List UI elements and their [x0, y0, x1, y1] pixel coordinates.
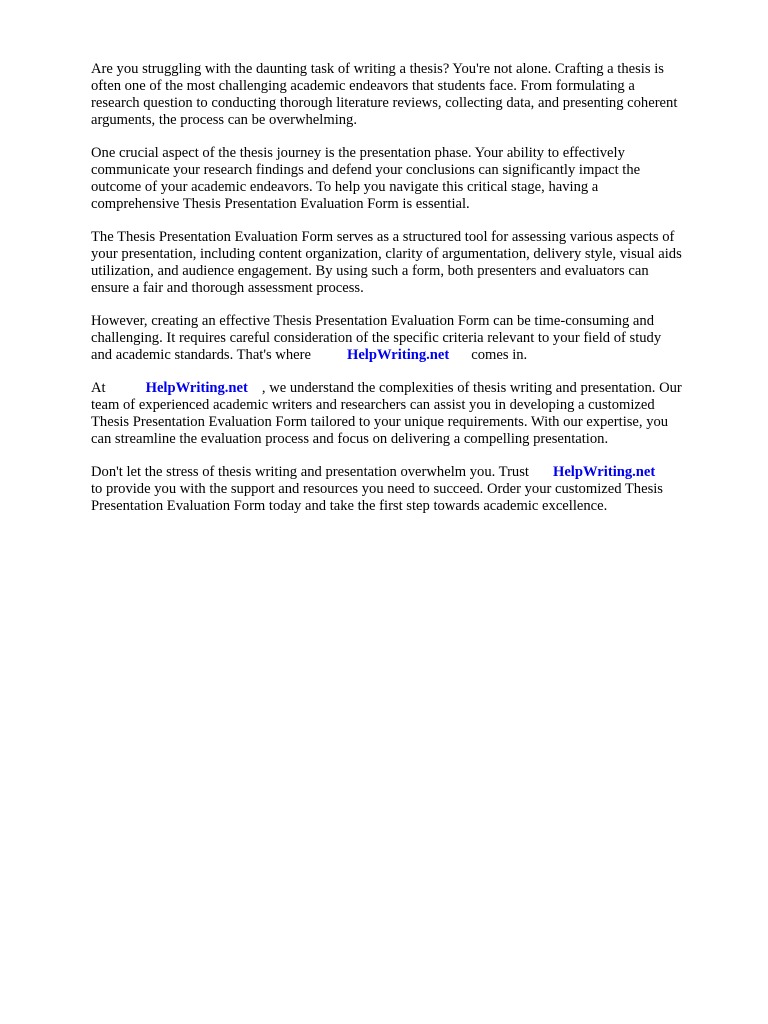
paragraph-evaluation-form — [91, 229, 731, 297]
text-line: utilization, and audience engagement. By using such a form, both presenters and evaluators can — [91, 263, 649, 279]
paragraph-intro — [91, 61, 731, 129]
document-body — [91, 61, 731, 531]
paragraph-presentation-phase — [91, 145, 731, 213]
text-line: comprehensive Thesis Presentation Evaluation Form is essential. — [91, 196, 470, 212]
text-line: arguments, the process can be overwhelming. — [91, 112, 357, 128]
text-line: research question to conducting thorough literature reviews, collecting data, and presenting coherent — [91, 95, 678, 111]
paragraph-about — [91, 380, 731, 448]
text-line: your presentation, including content organization, clarity of argumentation, delivery style, visual aids — [91, 246, 682, 262]
text-line: ensure a fair and thorough assessment process. — [91, 280, 364, 296]
text-line: can streamline the evaluation process and focus on delivering a compelling presentation. — [91, 431, 609, 447]
text-line: communicate your research findings and defend your conclusions can significantly impact the — [91, 162, 641, 178]
paragraph-challenge — [91, 313, 731, 364]
text-line: One crucial aspect of the thesis journey is the presentation phase. Your ability to effectively — [91, 145, 625, 161]
helpwriting-link[interactable]: HelpWriting.net — [552, 464, 656, 480]
text-line: The Thesis Presentation Evaluation Form serves as a structured tool for assessing various aspects of — [91, 229, 675, 245]
paragraph-call-to-action — [91, 464, 731, 515]
text-line: Thesis Presentation Evaluation Form tailored to your unique requirements. With our expertise, you — [91, 414, 669, 430]
text-line: to provide you with the support and resources you need to succeed. Order your customized Thesis — [91, 481, 663, 497]
text-fragment: At — [91, 380, 106, 396]
text-fragment: Don't let the stress of thesis writing and presentation overwhelm you. Trust — [91, 464, 529, 480]
text-line: outcome of your academic endeavors. To help you navigate this critical stage, having a — [91, 179, 599, 195]
text-line: Presentation Evaluation Form today and take the first step towards academic excellence. — [91, 498, 608, 514]
text-line: challenging. It requires careful consideration of the specific criteria relevant to your field of study — [91, 330, 662, 346]
text-line: Are you struggling with the daunting task of writing a thesis? You're not alone. Crafting a thesis is — [91, 61, 664, 77]
text-line-with-link — [91, 464, 731, 481]
text-line: often one of the most challenging academic endeavors that students face. From formulating a — [91, 78, 635, 94]
helpwriting-link[interactable]: HelpWriting.net — [145, 380, 248, 396]
text-fragment: and academic standards. That's where — [91, 347, 311, 363]
helpwriting-link[interactable]: HelpWriting.net — [346, 347, 450, 363]
text-fragment: comes in. — [471, 347, 528, 363]
text-line-with-link — [91, 380, 731, 397]
text-line: However, creating an effective Thesis Presentation Evaluation Form can be time-consuming and — [91, 313, 654, 329]
text-line-with-link — [91, 347, 731, 364]
text-line: team of experienced academic writers and researchers can assist you in developing a customized — [91, 397, 655, 413]
text-fragment: , we understand the complexities of thesis writing and presentation. Our — [261, 380, 682, 396]
